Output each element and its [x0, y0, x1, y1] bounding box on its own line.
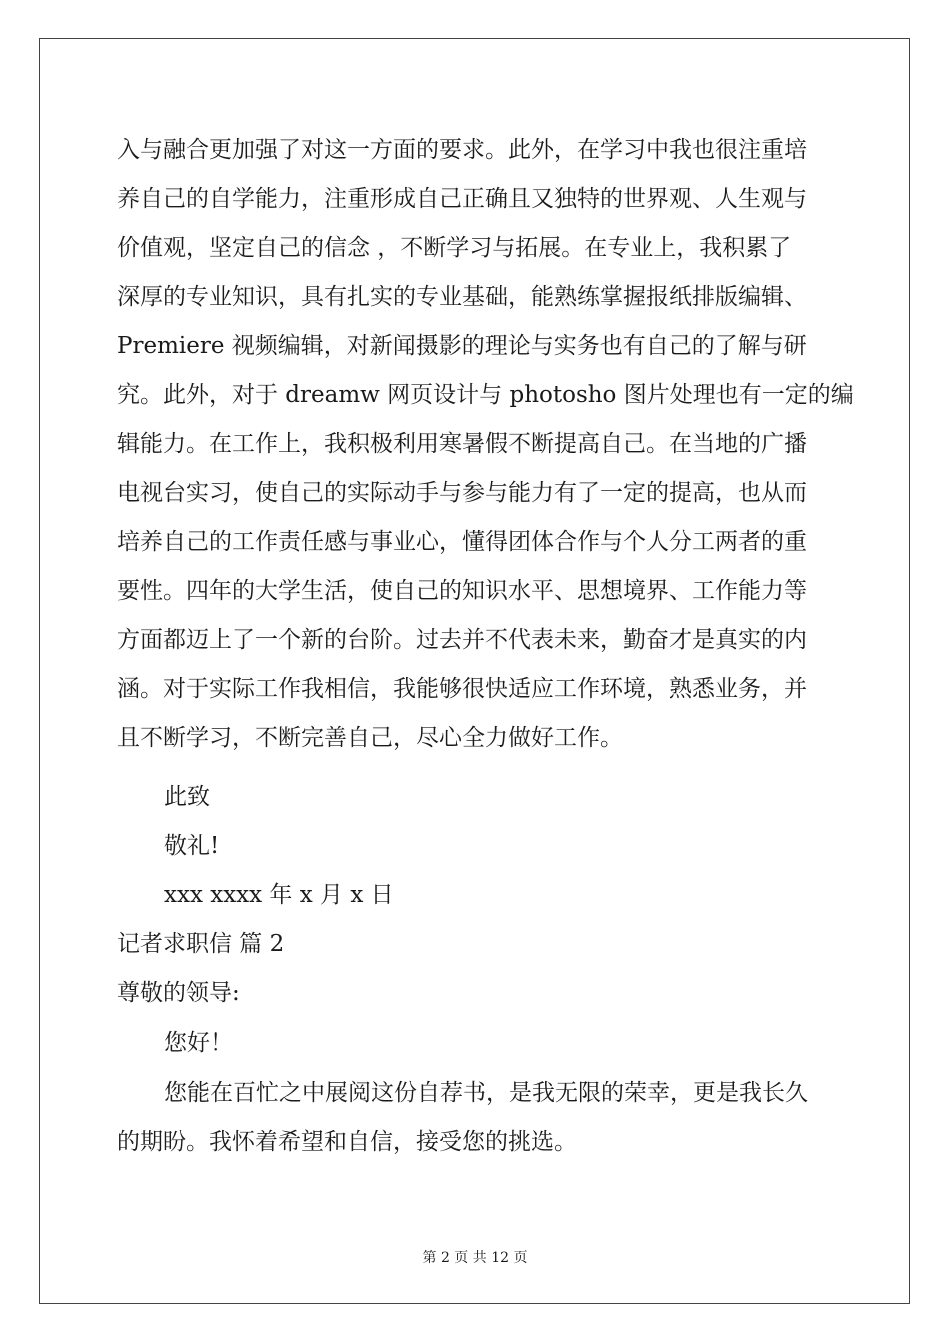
section-title: 记者求职信 篇 2 [117, 931, 285, 957]
page-number-footer: 第 2 页 共 12 页 [422, 1250, 528, 1266]
body-line-11: 方面都迈上了一个新的台阶。过去并不代表未来，勤奋才是真实的内 [117, 627, 807, 653]
greeting-hello: 您好！ [164, 1030, 233, 1056]
letter-line-2: 的期盼。我怀着希望和自信，接受您的挑选。 [117, 1129, 577, 1155]
body-line-3: 价值观，坚定自己的信念 ，不断学习与拓展。在专业上，我积累了 [117, 235, 792, 261]
letter-line-1: 您能在百忙之中展阅这份自荐书，是我无限的荣幸，更是我长久 [164, 1080, 808, 1106]
body-line-7: 辑能力。在工作上，我积极利用寒暑假不断提高自己。在当地的广播 [117, 431, 807, 457]
closing-line: 此致 [164, 784, 210, 810]
body-line-5: Premiere 视频编辑，对新闻摄影的理论与实务也有自己的了解与研 [117, 333, 807, 359]
body-line-6: 究。此外，对于 dreamw 网页设计与 photosho 图片处理也有一定的编 [117, 382, 854, 408]
greeting-recipient: 尊敬的领导: [117, 980, 240, 1006]
body-line-1: 入与融合更加强了对这一方面的要求。此外，在学习中我也很注重培 [117, 137, 807, 163]
page-frame [39, 38, 910, 1304]
body-line-8: 电视台实习，使自己的实际动手与参与能力有了一定的提高，也从而 [117, 480, 807, 506]
body-line-12: 涵。对于实际工作我相信，我能够很快适应工作环境，熟悉业务，并 [117, 676, 807, 702]
body-line-13: 且不断学习，不断完善自己，尽心全力做好工作。 [117, 725, 623, 751]
salute-line: 敬礼! [164, 833, 220, 859]
body-line-2: 养自己的自学能力，注重形成自己正确且又独特的世界观、人生观与 [117, 186, 807, 212]
body-line-9: 培养自己的工作责任感与事业心，懂得团体合作与个人分工两者的重 [117, 529, 807, 555]
body-line-10: 要性。四年的大学生活，使自己的知识水平、思想境界、工作能力等 [117, 578, 807, 604]
signature-date: xxx xxxx 年 x 月 x 日 [164, 882, 394, 908]
body-line-4: 深厚的专业知识，具有扎实的专业基础，能熟练掌握报纸排版编辑、 [117, 284, 807, 310]
